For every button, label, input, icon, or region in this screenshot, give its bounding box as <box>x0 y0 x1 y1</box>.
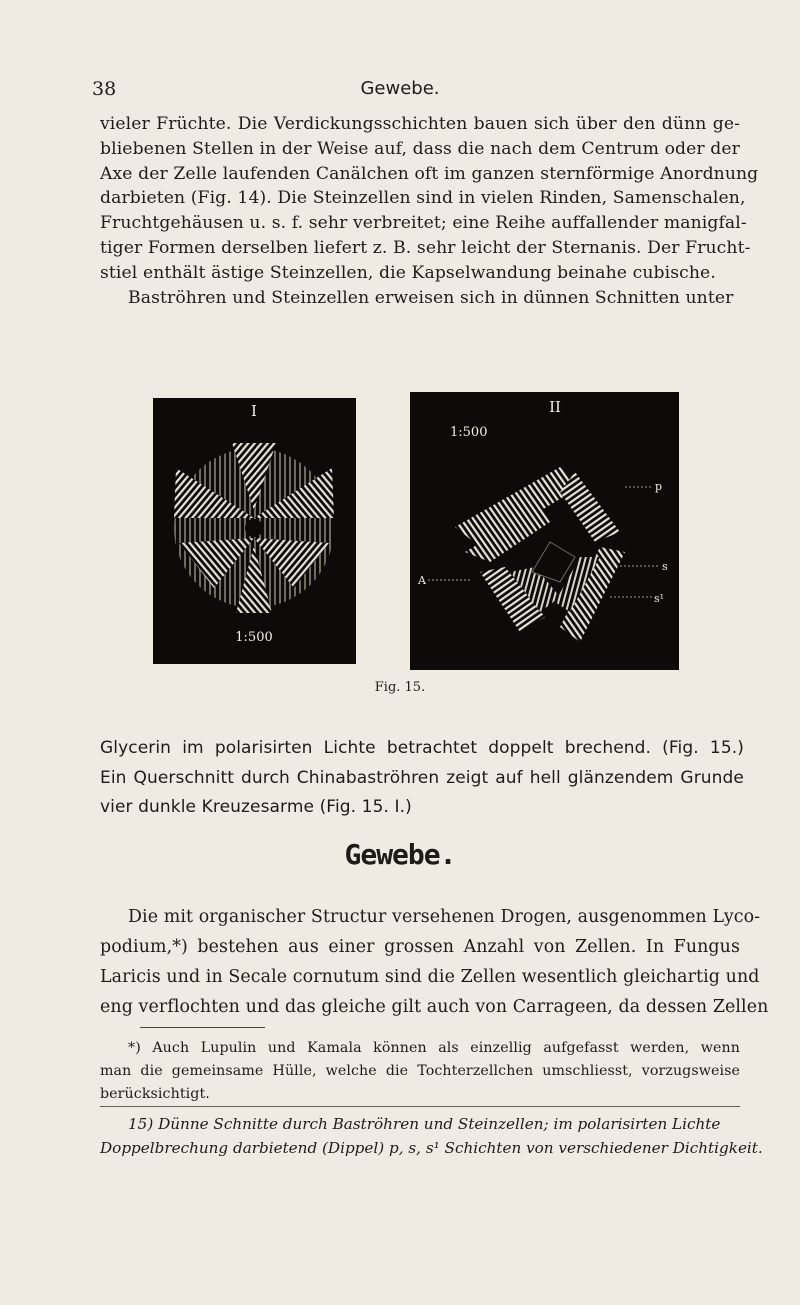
text-line: Laricis und in Secale cornutum sind die Zellen wesentlich gleichartig und <box>100 967 760 987</box>
paragraph-1 <box>100 112 759 310</box>
figure-caption: Fig. 15. <box>374 680 426 695</box>
panel-1-label: I <box>251 402 257 420</box>
footnote-line: *) Auch Lupulin und Kamala können als einzellig aufgefasst werden, wenn <box>128 1040 740 1056</box>
text-line: Axe der Zelle laufenden Canälchen oft im ganzen sternförmige Anordnung <box>100 163 759 184</box>
panel-2-label: II <box>549 398 561 416</box>
crossed-bast-tube-illustration <box>153 398 356 664</box>
text-line: Baströhren und Steinzellen erweisen sich in dünnen Schnitten unter <box>128 287 734 308</box>
footnote-line: man die gemeinsame Hülle, welche die Tochterzellchen umschliesst, vorzugsweise <box>100 1063 740 1079</box>
text-line: Fruchtgehäusen u. s. f. sehr verbreitet; eine Reihe auffallender manigfal- <box>100 213 747 234</box>
text-line: Die mit organischer Structur versehenen Drogen, ausgenommen Lyco- <box>128 907 761 927</box>
stone-cell-illustration <box>410 392 679 670</box>
panel-2-scale: 1:500 <box>450 425 488 440</box>
text-line: tiger Formen derselben liefert z. B. sehr leicht der Sternanis. Der Frucht- <box>100 237 751 258</box>
caption-divider <box>100 1106 740 1107</box>
footnote <box>100 1037 740 1106</box>
page-number: 38 <box>92 78 117 100</box>
text-line: darbieten (Fig. 14). Die Steinzellen sind in vielen Rinden, Samenschalen, <box>100 188 746 209</box>
figure-note <box>100 1112 763 1160</box>
mark-a: A <box>418 574 426 587</box>
text-line: Ein Querschnitt durch Chinabaströhren zeigt auf hell glänzendem Grunde <box>100 767 744 788</box>
figure-panel-2 <box>410 392 679 670</box>
mark-s1: s¹ <box>654 592 665 605</box>
text-line: bliebenen Stellen in der Weise auf, dass die nach dem Centrum oder der <box>100 138 740 159</box>
section-title: Gewebe. <box>344 838 456 871</box>
figure-panel-1 <box>153 398 356 664</box>
text-line: podium,*) bestehen aus einer grossen Anzahl von Zellen. In Fungus <box>100 937 740 957</box>
paragraph-2 <box>100 734 744 823</box>
figure-note-line: Doppelbrechung darbietend (Dippel) p, s, s¹ Schichten von verschiedener Dichtigkeit. <box>100 1139 763 1157</box>
text-line: vieler Früchte. Die Verdickungsschichten bauen sich über den dünn ge- <box>100 114 740 134</box>
page-header <box>92 78 708 108</box>
panel-1-scale: 1:500 <box>235 630 273 645</box>
footnote-line: berücksichtigt. <box>100 1086 210 1102</box>
footnote-divider <box>140 1027 265 1028</box>
text-line: eng verflochten und das gleiche gilt auch von Carrageen, da dessen Zellen <box>100 997 769 1017</box>
paragraph-3 <box>100 902 769 1022</box>
text-line: vier dunkle Kreuzesarme (Fig. 15. I.) <box>100 797 412 818</box>
mark-p: p <box>655 480 663 493</box>
figure-note-line: 15) Dünne Schnitte durch Baströhren und Steinzellen; im polarisirten Lichte <box>128 1115 721 1133</box>
mark-s: s <box>662 560 668 573</box>
text-line: stiel enthält ästige Steinzellen, die Kapselwandung beinahe cubische. <box>100 262 716 283</box>
figure-15 <box>153 398 725 668</box>
text-line: Glycerin im polarisirten Lichte betrachtet doppelt brechend. (Fig. 15.) <box>100 738 744 758</box>
running-head: Gewebe. <box>360 78 440 99</box>
